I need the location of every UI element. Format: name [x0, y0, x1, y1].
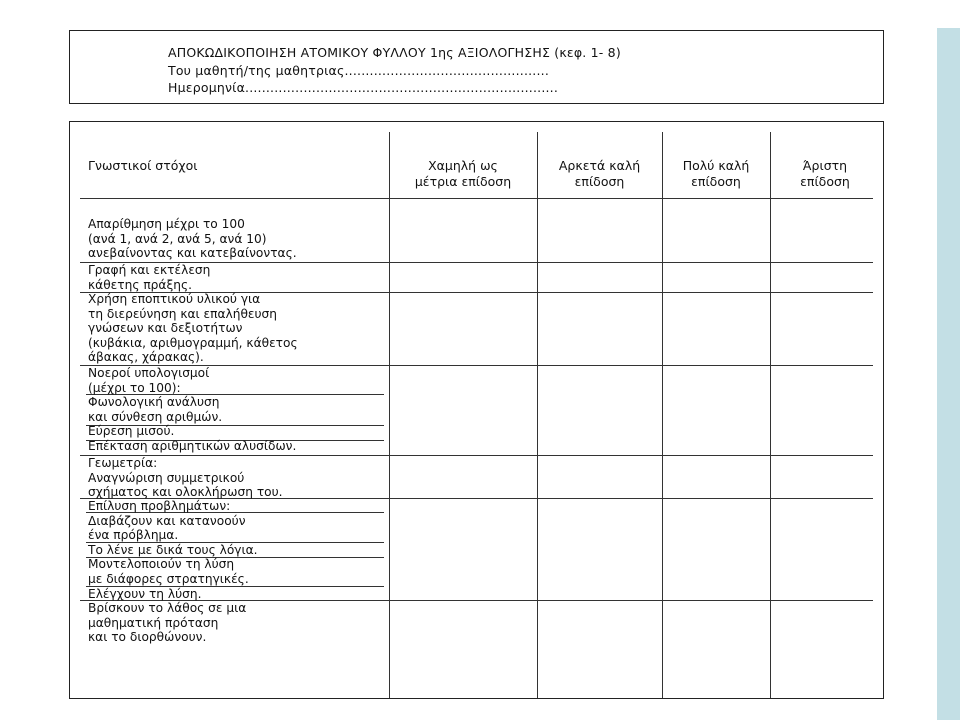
- goal-row-manipulatives: Χρήση εποπτικού υλικού για τη διερεύνηση και επαλήθευση γνώσεων και δεξιοτήτων (κυβάκια, αριθμογραμμή, κάθετος άβακας, χάρακας).: [88, 292, 298, 365]
- date-line: Ημερομηνία...........................................................................: [168, 80, 559, 95]
- header-low-performance: Χαμηλή ως μέτρια επίδοση: [414, 158, 512, 189]
- row-divider: [80, 198, 873, 199]
- student-name-line: Του μαθητή/της μαθητριας.................................................: [168, 63, 549, 78]
- top-margin: [0, 0, 960, 28]
- goal-row-find-error: Βρίσκουν το λάθος σε μια μαθηματική πρόταση και το διορθώνουν.: [88, 601, 247, 645]
- column-divider: [389, 132, 390, 698]
- column-divider: [770, 132, 771, 698]
- header-cognitive-goals: Γνωστικοί στόχοι: [88, 158, 198, 173]
- header-very-good-performance: Πολύ καλή επίδοση: [682, 158, 750, 189]
- document-header: [69, 30, 884, 104]
- goal-row-counting: Απαρίθμηση μέχρι το 100 (ανά 1, ανά 2, ανά 5, ανά 10) ανεβαίνοντας και κατεβαίνοντας.: [88, 217, 297, 261]
- header-good-performance: Αρκετά καλή επίδοση: [558, 158, 641, 189]
- slide-accent-bar: [937, 28, 960, 720]
- goal-row-mental-calculation: Νοεροί υπολογισμοί (μέχρι το 100): Φωνολογική ανάλυση και σύνθεση αριθμών. Εύρεση μισού. Επέκταση αριθμητικών αλυσίδων.: [88, 366, 297, 453]
- document-title: ΑΠΟΚΩΔΙΚΟΠΟΙΗΣΗ ΑΤΟΜΙΚΟΥ ΦΥΛΛΟΥ 1ης ΑΞΙΟΛΟΓΗΣΗΣ (κεφ. 1- 8): [168, 45, 621, 60]
- column-divider: [662, 132, 663, 698]
- column-divider: [537, 132, 538, 698]
- assessment-table: [69, 121, 884, 699]
- goal-row-problem-solving: Επίλυση προβλημάτων: Διαβάζουν και κατανοούν ένα πρόβλημα. Το λένε με δικά τους λόγια. Μοντελοποιούν τη λύση με διάφορες στρατηγικές. Ελέγχουν τη λύση.: [88, 499, 258, 601]
- header-excellent-performance: Άριστη επίδοση: [800, 158, 850, 189]
- goal-row-geometry: Γεωμετρία: Αναγνώριση συμμετρικού σχήματος και ολοκλήρωση του.: [88, 456, 283, 500]
- goal-row-vertical-operation: Γραφή και εκτέλεση κάθετης πράξης.: [88, 263, 211, 292]
